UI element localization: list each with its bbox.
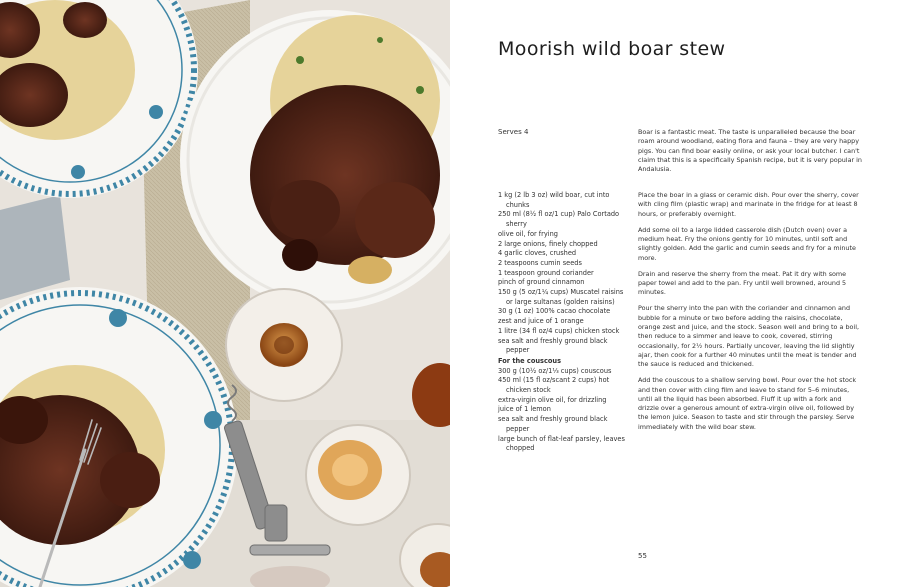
ingredient-item: large bunch of flat-leaf parsley, leaves chopped bbox=[498, 434, 625, 453]
ingredient-item: olive oil, for frying bbox=[498, 229, 558, 238]
ingredient-item: sea salt and freshly ground black pepper bbox=[498, 415, 608, 433]
main-ingredients bbox=[498, 191, 626, 356]
ingredient-item: sea salt and freshly ground black pepper bbox=[498, 336, 608, 355]
method-step: Drain and reserve the sherry from the meat. Pat it dry with some paper towel and add to the pan. Fry until well browned, around 5 minutes. bbox=[638, 269, 847, 297]
recipe-title: Moorish wild boar stew bbox=[498, 38, 726, 60]
ingredient-item: 450 ml (15 fl oz/scant 2 cups) hot chicken stock bbox=[498, 376, 610, 395]
ingredient-item: extra-virgin olive oil, for drizzling bbox=[498, 395, 607, 404]
page-number: 55 bbox=[638, 552, 647, 560]
ingredient-item: zest and juice of 1 orange bbox=[498, 317, 584, 326]
ingredient-item: pinch of ground cinnamon bbox=[498, 278, 585, 287]
sherry-glass bbox=[306, 425, 410, 525]
serves-label: Serves 4 bbox=[498, 128, 529, 136]
recipe-intro: Boar is a fantastic meat. The taste is unparalleled because the boar roam around woodland, eating flora and fauna – they are very happy pigs. You can find boar easily online, or ask your local butcher. I can't claim that this is a specifically Spanish recipe, but it is very popular in Andalusia. bbox=[638, 128, 862, 174]
couscous-ingredients bbox=[498, 367, 626, 454]
method-step: Add the couscous to a shallow serving bowl. Pour over the hot stock and then cover with cling film and leave to stand for 5–6 minutes, until all the liquid has been absorbed. Fluff it up with a fork and drizzle over a generous amount of extra-virgin olive oil, followed by the lemon juice. Season to taste and stir through the parsley. Serve immediately with the wild boar stew. bbox=[638, 376, 857, 431]
method-step: Pour the sherry into the pan with the coriander and cinnamon and bubble for a minute or two before adding the raisins, chocolate, orange zest and juice, and the stock. Season well and bring to a boil, then reduce to a simmer and leave to cook, covered, stirring occasionally, for 2½ hours. Partially uncover, leaving the lid slightly ajar, then cook for a further 40 minutes until the meat is tender and the sauce is reduced and thickened. bbox=[638, 304, 859, 369]
ingredients-list bbox=[498, 191, 626, 454]
method-step: Place the boar in a glass or ceramic dish. Pour over the sherry, cover with cling film (plastic wrap) and marinate in the fridge for at least 8 hours, or preferably overnight. bbox=[638, 191, 859, 218]
ingredient-item: 150 g (5 oz/1¼ cups) Muscatel raisins or large sultanas (golden raisins) bbox=[498, 288, 624, 306]
ingredient-item: 2 teaspoons cumin seeds bbox=[498, 258, 582, 267]
ingredient-item: 1 litre (34 fl oz/4 cups) chicken stock bbox=[498, 326, 620, 335]
ingredient-item: 30 g (1 oz) 100% cacao chocolate bbox=[498, 307, 611, 316]
couscous-heading: For the couscous bbox=[498, 356, 562, 365]
ingredient-item: 300 g (10½ oz/1⅓ cups) couscous bbox=[498, 366, 612, 375]
ingredient-item: 1 kg (2 lb 3 oz) wild boar, cut into chunks bbox=[498, 191, 610, 209]
recipe-page bbox=[450, 0, 900, 587]
method-steps bbox=[638, 191, 864, 439]
ingredient-item: 4 garlic cloves, crushed bbox=[498, 249, 577, 258]
ingredient-item: juice of 1 lemon bbox=[498, 405, 551, 414]
ingredient-item: 2 large onions, finely chopped bbox=[498, 239, 598, 248]
wine-glass bbox=[226, 289, 342, 401]
method-step: Add some oil to a large lidded casserole dish (Dutch oven) over a medium heat. Fry the onions gently for 10 minutes, until soft and slightly golden. Add the garlic and cumin seeds and fry for a minute more. bbox=[638, 225, 856, 262]
ingredient-item: 1 teaspoon ground coriander bbox=[498, 268, 594, 277]
ingredient-item: 250 ml (8½ fl oz/1 cup) Palo Cortado sherry bbox=[498, 210, 620, 229]
